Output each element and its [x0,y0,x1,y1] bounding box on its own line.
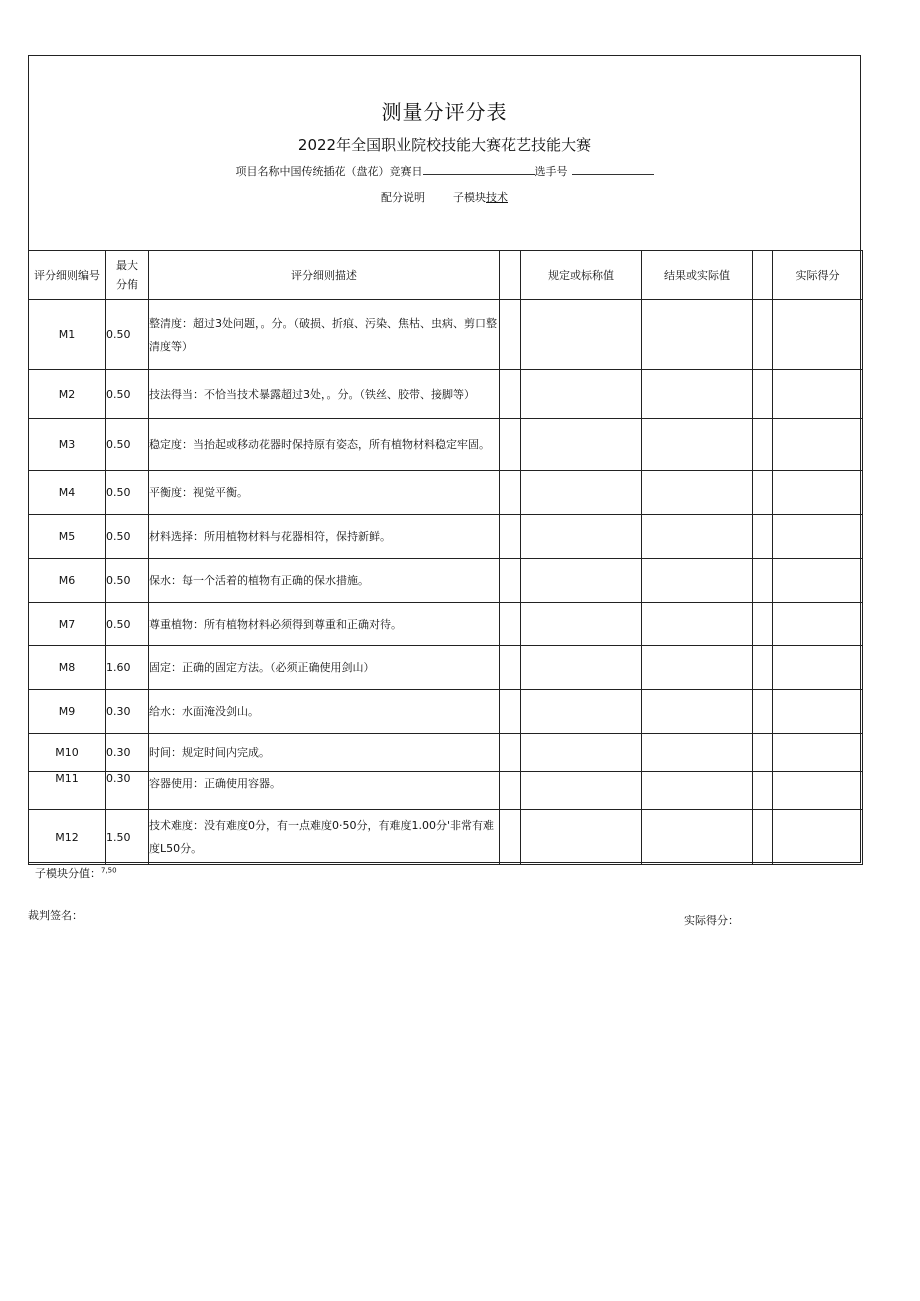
header-desc: 评分细则描述 [149,251,500,300]
header-spacer [753,251,773,300]
table-row [29,471,863,515]
row-result-cell[interactable] [642,471,753,515]
row-blank [753,810,773,865]
module-total-value: 7,50 [101,866,117,875]
row-result-cell[interactable] [642,419,753,471]
table-row [29,772,863,810]
page-title: 测量分评分表 [381,100,508,124]
row-blank [500,471,521,515]
row-id: M4 [29,471,106,515]
table-row [29,734,863,772]
row-id: M3 [29,419,106,471]
row-actual-cell[interactable] [773,370,863,419]
table-row [29,603,863,646]
row-desc: 材料选择：所用植物材料与花器相符，保持新鲜。 [149,515,500,559]
row-standard-cell[interactable] [521,471,642,515]
header-actual: 实际得分 [773,251,863,300]
row-max: 0.50 [106,603,149,646]
row-max: 0.50 [106,471,149,515]
row-standard-cell[interactable] [521,370,642,419]
row-result-cell[interactable] [642,515,753,559]
row-id: M7 [29,603,106,646]
row-max: 0.50 [106,370,149,419]
header-max: 最大 分侑 [106,251,149,300]
row-standard-cell[interactable] [521,603,642,646]
row-desc: 技法得当：不恰当技术暴露超过3处，。分。（铁丝、胶带、接脚等） [149,370,500,419]
row-id: M10 [29,734,106,772]
row-id: M5 [29,515,106,559]
row-standard-cell[interactable] [521,734,642,772]
module-total-label: 子模块分值： [35,867,101,880]
row-actual-cell[interactable] [773,471,863,515]
row-id: M12 [29,810,106,865]
row-standard-cell[interactable] [521,559,642,603]
row-blank [753,690,773,734]
date-blank[interactable] [423,164,535,175]
row-id: M9 [29,690,106,734]
row-blank [753,646,773,690]
row-blank [753,419,773,471]
scoring-label: 配分说明 [381,191,425,204]
row-id: M2 [29,370,106,419]
table-row [29,646,863,690]
row-blank [500,515,521,559]
row-actual-cell[interactable] [773,646,863,690]
row-result-cell[interactable] [642,370,753,419]
row-result-cell[interactable] [642,603,753,646]
row-actual-cell[interactable] [773,603,863,646]
row-result-cell[interactable] [642,690,753,734]
header-spacer [500,251,521,300]
row-result-cell[interactable] [642,810,753,865]
row-result-cell[interactable] [642,646,753,690]
row-blank [753,515,773,559]
row-desc: 平衡度：视觉平衡。 [149,471,500,515]
header-standard: 规定或标称值 [521,251,642,300]
row-blank [753,603,773,646]
judge-signature-label: 裁判签名： [28,909,83,922]
row-blank [500,370,521,419]
row-actual-cell[interactable] [773,772,863,810]
row-blank [753,772,773,810]
row-desc: 时间：规定时间内完成。 [149,734,500,772]
contestant-blank[interactable] [572,164,654,175]
table-row [29,559,863,603]
row-max: 1.50 [106,810,149,865]
row-blank [500,559,521,603]
row-standard-cell[interactable] [521,515,642,559]
row-blank [500,772,521,810]
header-result: 结果或实际值 [642,251,753,300]
score-sheet [28,55,861,863]
table-row [29,515,863,559]
row-standard-cell[interactable] [521,419,642,471]
row-max: 0.30 [106,734,149,772]
row-blank [500,810,521,865]
table-row [29,810,863,865]
row-blank [500,419,521,471]
table-row [29,300,863,370]
row-max: 0.30 [106,690,149,734]
row-desc: 固定：正确的固定方法。（必须正确使用剑山） [149,646,500,690]
row-blank [500,734,521,772]
row-desc: 整清度：超过3处问题，。分。（破损、折痕、污染、焦枯、虫病、剪口整清度等） [149,300,500,370]
module-prefix: 子模块 [453,191,486,204]
header-id: 评分细则编号 [29,251,106,300]
row-blank [500,300,521,370]
row-actual-cell[interactable] [773,690,863,734]
row-desc: 容器使用：正确使用容器。 [149,772,500,810]
row-max: 0.30 [106,772,149,810]
table-header-row [29,251,863,300]
row-max: 1.60 [106,646,149,690]
row-standard-cell[interactable] [521,772,642,810]
actual-score-label: 实际得分： [684,914,739,927]
row-blank [500,603,521,646]
row-result-cell[interactable] [642,300,753,370]
competition-subtitle: 2022年全国职业院校技能大赛花艺技能大赛 [297,136,592,154]
table-row [29,419,863,471]
row-desc: 给水：水面淹没剑山。 [149,690,500,734]
row-actual-cell[interactable] [773,300,863,370]
project-label: 项目名称中国传统插花（盘花）竞赛日 [235,165,423,178]
row-result-cell[interactable] [642,559,753,603]
row-desc: 尊重植物：所有植物材料必须得到尊重和正确对待。 [149,603,500,646]
row-id: M11 [29,772,106,810]
row-blank [500,646,521,690]
project-info-line [29,163,860,179]
row-actual-cell[interactable] [773,419,863,471]
row-blank [753,370,773,419]
row-max: 0.50 [106,419,149,471]
row-actual-cell[interactable] [773,559,863,603]
row-standard-cell[interactable] [521,810,642,865]
row-standard-cell[interactable] [521,300,642,370]
row-blank [753,734,773,772]
row-max: 0.50 [106,515,149,559]
module-name: 技术 [486,191,508,204]
row-blank [753,471,773,515]
row-result-cell[interactable] [642,772,753,810]
row-standard-cell[interactable] [521,646,642,690]
row-max: 0.50 [106,300,149,370]
contestant-label: 选手号 [534,165,568,178]
row-desc: 稳定度：当抬起或移动花器时保持原有姿态，所有植物材料稳定牢固。 [149,419,500,471]
row-blank [753,559,773,603]
row-blank [753,300,773,370]
table-row [29,370,863,419]
scoring-info-line [29,189,860,205]
module-total [35,865,117,881]
row-id: M1 [29,300,106,370]
row-id: M8 [29,646,106,690]
row-id: M6 [29,559,106,603]
row-desc: 保水：每一个活着的植物有正确的保水措施。 [149,559,500,603]
scoring-table [28,250,863,865]
row-actual-cell[interactable] [773,515,863,559]
table-row [29,690,863,734]
row-max: 0.50 [106,559,149,603]
row-result-cell[interactable] [642,734,753,772]
row-actual-cell[interactable] [773,734,863,772]
row-blank [500,690,521,734]
row-desc: 技术难度：没有难度0分，有一点难度0·50分，有难度1.00分'非常有难度L50分。 [149,810,500,865]
row-standard-cell[interactable] [521,690,642,734]
row-actual-cell[interactable] [773,810,863,865]
